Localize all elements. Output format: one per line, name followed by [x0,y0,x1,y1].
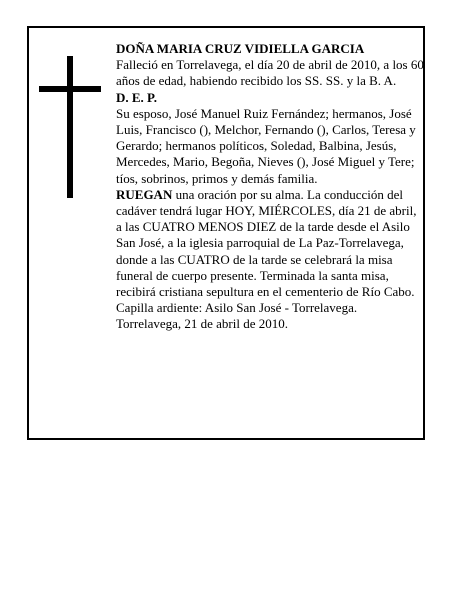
place-and-date: Torrelavega, 21 de abril de 2010. [116,316,288,332]
obituary-text [116,41,424,333]
funeral-details-text: una oración por su alma. La conducción del cadáver tendrá lugar HOY, MIÉRCOLES, día 21 de abril, a las CUATRO MENOS DIEZ de la tarde desde el Asilo San José, a la iglesia parroquial de La Paz-Torrelavega, donde a las CUATRO de la tarde se celebrará la misa funeral de cuerpo presente. Terminada la santa misa, recibirá cristiana sepultura en el cementerio de Río Cabo. Capilla ardiente: Asilo San José - Torrelavega. [116,186,417,316]
rest-in-peace: D. E. P. [116,89,158,105]
ruegan-label: RUEGAN [116,186,173,202]
cross-horizontal-bar [39,86,101,92]
obituary-notice [27,26,425,440]
deceased-name: DOÑA MARIA CRUZ VIDIELLA GARCIA [116,41,365,56]
family-list: Su esposo, José Manuel Ruiz Fernández; hermanos, José Luis, Francisco (), Melchor, Fernando (), Carlos, Teresa y Gerardo; hermanos políticos, Soledad, Balbina, Jesús, Mercedes, Mario, Begoña, Nieves (), José Miguel y Tere; tíos, sobrinos, primos y demás familia. [116,105,416,186]
funeral-details [116,187,424,317]
death-announcement: Falleció en Torrelavega, el día 20 de abril de 2010, a los 60 años de edad, habiendo recibido los SS. SS. y la B. A. [116,57,424,89]
cross-vertical-bar [67,56,73,198]
